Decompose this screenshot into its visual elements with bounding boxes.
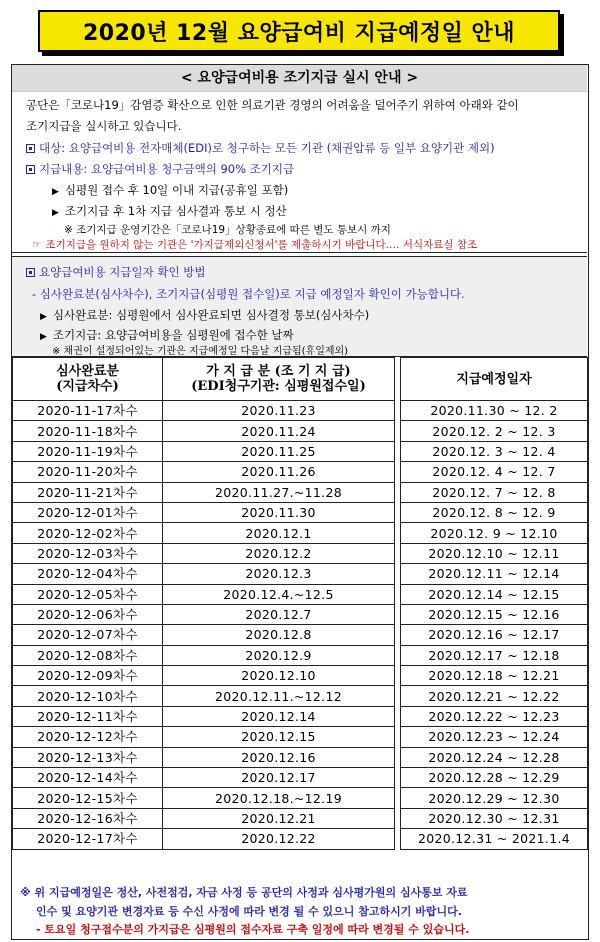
square-bullet-icon [26, 268, 35, 277]
table-row [13, 564, 588, 584]
cell-early-payment: 2020.12.21 [163, 808, 395, 828]
cell-review-round: 2020-12-17차수 [13, 829, 163, 849]
notice-target: 대상: 요양급여비용 전자매체(EDI)로 청구하는 모든 기관 (채권압류 등 일부 요양기관 제외) [26, 140, 495, 156]
cell-early-payment: 2020.11.27.~11.28 [163, 482, 395, 502]
triangle-bullet-icon: ▶ [52, 187, 59, 197]
table-header-row [13, 358, 588, 401]
table-row [13, 686, 588, 706]
header-review-round: 심사완료분 (지급차수) [13, 358, 163, 401]
date-check-section [12, 257, 587, 357]
cell-review-round: 2020-12-16차수 [13, 808, 163, 828]
cell-payment-date: 2020.12.10 ~ 12.11 [401, 543, 588, 563]
cell-early-payment: 2020.12.18.~12.19 [163, 788, 395, 808]
cell-early-payment: 2020.12.9 [163, 645, 395, 665]
cell-review-round: 2020-12-02차수 [13, 523, 163, 543]
check-line3: ▶ 조기지급: 요양급여비용을 심평원에 접수한 날짜 [40, 327, 294, 345]
cell-review-round: 2020-12-01차수 [13, 502, 163, 522]
footer-line2: 인수 및 요양기관 변경자료 등 수신 사정에 따라 변경 될 수 있으니 참고하시기 바랍니다. [36, 905, 462, 918]
notice-period-note: ※ 조기지급 운영기간은「코로나19」상황종료에 따른 별도 통보시 까지 [64, 224, 391, 236]
cell-early-payment: 2020.12.15 [163, 727, 395, 747]
cell-review-round: 2020-11-18차수 [13, 421, 163, 441]
cell-early-payment: 2020.11.23 [163, 401, 395, 421]
cell-early-payment: 2020.12.4.~12.5 [163, 584, 395, 604]
table-row [13, 666, 588, 686]
table-row [13, 604, 588, 624]
cell-payment-date: 2020.12.29 ~ 12.30 [401, 788, 588, 808]
cell-early-payment: 2020.12.1 [163, 523, 395, 543]
notice-intro-line2: 조기지급을 실시하고 있습니다. [26, 119, 182, 133]
cell-review-round: 2020-12-09차수 [13, 666, 163, 686]
cell-early-payment: 2020.12.22 [163, 829, 395, 849]
cell-payment-date: 2020.12. 8 ~ 12. 9 [401, 502, 588, 522]
cell-payment-date: 2020.12.17 ~ 12.18 [401, 645, 588, 665]
cell-payment-date: 2020.12.11 ~ 12.14 [401, 564, 588, 584]
square-bullet-icon [26, 144, 35, 153]
cell-review-round: 2020-12-11차수 [13, 706, 163, 726]
cell-payment-date: 2020.12. 7 ~ 12. 8 [401, 482, 588, 502]
notice-sub2: ▶ 조기지급 후 1차 지급 심사결과 통보 시 정산 [52, 203, 287, 221]
cell-early-payment: 2020.11.26 [163, 462, 395, 482]
notice-content: 지급내용: 요양급여비용 청구금액의 90% 조기지급 [26, 161, 294, 177]
cell-early-payment: 2020.12.8 [163, 625, 395, 645]
check-line1: - 심사완료분(심사차수), 조기지급(심평원 접수일)로 지급 예정일자 확인이 가능합니다. [32, 287, 465, 301]
cell-early-payment: 2020.11.24 [163, 421, 395, 441]
cell-payment-date: 2020.12. 2 ~ 12. 3 [401, 421, 588, 441]
check-line4: ※ 채권이 설정되어있는 기관은 지급예정일 다음날 지급됨(휴일제외) [52, 346, 349, 357]
cell-early-payment: 2020.12.17 [163, 768, 395, 788]
triangle-bullet-icon: ▶ [40, 312, 47, 322]
cell-review-round: 2020-11-17차수 [13, 401, 163, 421]
cell-early-payment: 2020.12.2 [163, 543, 395, 563]
square-bullet-icon [26, 165, 35, 174]
cell-payment-date: 2020.12.24 ~ 12.28 [401, 747, 588, 767]
cell-review-round: 2020-12-13차수 [13, 747, 163, 767]
cell-payment-date: 2020.12.22 ~ 12.23 [401, 706, 588, 726]
content-frame [11, 64, 589, 940]
table-row [13, 462, 588, 482]
cell-review-round: 2020-12-07차수 [13, 625, 163, 645]
cell-early-payment: 2020.12.7 [163, 604, 395, 624]
cell-payment-date: 2020.12. 4 ~ 12. 7 [401, 462, 588, 482]
cell-review-round: 2020-12-14차수 [13, 768, 163, 788]
cell-payment-date: 2020.12.16 ~ 12.17 [401, 625, 588, 645]
table-row [13, 502, 588, 522]
cell-early-payment: 2020.12.14 [163, 706, 395, 726]
cell-payment-date: 2020.12.15 ~ 12.16 [401, 604, 588, 624]
cell-review-round: 2020-11-20차수 [13, 462, 163, 482]
table-row [13, 808, 588, 828]
cell-payment-date: 2020.12.28 ~ 12.29 [401, 768, 588, 788]
notice-optout: ☞ 조기지급을 원하지 않는 기관은 '가지급제외신청서'를 제출하시기 바랍니다.… 서식자료실 참조 [32, 239, 478, 251]
table-row [13, 523, 588, 543]
check-heading: 요양급여비용 지급일자 확인 방법 [26, 264, 206, 280]
cell-early-payment: 2020.12.11.~12.12 [163, 686, 395, 706]
cell-payment-date: 2020.12.14 ~ 12.15 [401, 584, 588, 604]
cell-early-payment: 2020.12.3 [163, 564, 395, 584]
cell-payment-date: 2020.12. 3 ~ 12. 4 [401, 441, 588, 461]
table-row [13, 768, 588, 788]
page-title: 2020년 12월 요양급여비 지급예정일 안내 [82, 20, 515, 46]
notice-sub1: ▶ 심평원 접수 후 10일 이내 지급(공휴일 포함) [52, 182, 288, 200]
table-row [13, 747, 588, 767]
cell-review-round: 2020-12-06차수 [13, 604, 163, 624]
header-early-payment: 가 지 급 분 (조 기 지 급) (EDI청구기관: 심평원접수일) [163, 358, 395, 401]
triangle-bullet-icon: ▶ [40, 332, 47, 342]
cell-review-round: 2020-12-10차수 [13, 686, 163, 706]
cell-payment-date: 2020.12. 9 ~ 12.10 [401, 523, 588, 543]
table-row [13, 829, 588, 849]
table-row [13, 645, 588, 665]
footer-line3: - 토요일 청구접수분의 가지급은 심평원의 접수자료 구축 일정에 따라 변경될 수 있습니다. [36, 923, 470, 936]
cell-review-round: 2020-12-03차수 [13, 543, 163, 563]
cell-early-payment: 2020.12.10 [163, 666, 395, 686]
table-row [13, 441, 588, 461]
notice-intro-line1: 공단은「코로나19」감염증 확산으로 인한 의료기관 경영의 어려움을 덜어주기 위하여 아래와 같이 [26, 98, 519, 112]
cell-review-round: 2020-12-04차수 [13, 564, 163, 584]
title-banner [38, 10, 560, 52]
payment-schedule-table [12, 357, 588, 850]
cell-review-round: 2020-12-05차수 [13, 584, 163, 604]
cell-early-payment: 2020.11.25 [163, 441, 395, 461]
cell-early-payment: 2020.11.30 [163, 502, 395, 522]
footer-line1: ※ 위 지급예정일은 정산, 사전점검, 자금 사정 등 공단의 사정과 심사평가원의 심사통보 자료 [20, 886, 468, 899]
table-row [13, 706, 588, 726]
table-row [13, 401, 588, 421]
cell-payment-date: 2020.12.31 ~ 2021.1.4 [401, 829, 588, 849]
pointing-hand-icon: ☞ [32, 239, 42, 251]
check-line2: ▶ 심사완료분: 심평원에서 심사완료되면 심사결정 통보(심사차수) [40, 307, 369, 325]
cell-review-round: 2020-12-12차수 [13, 727, 163, 747]
cell-payment-date: 2020.11.30 ~ 12. 2 [401, 401, 588, 421]
table-row [13, 543, 588, 563]
cell-review-round: 2020-11-21차수 [13, 482, 163, 502]
table-row [13, 625, 588, 645]
cell-early-payment: 2020.12.16 [163, 747, 395, 767]
cell-review-round: 2020-12-08차수 [13, 645, 163, 665]
table-row [13, 482, 588, 502]
footer-notes [12, 879, 587, 939]
table-body [13, 401, 588, 850]
cell-payment-date: 2020.12.21 ~ 12.22 [401, 686, 588, 706]
cell-payment-date: 2020.12.30 ~ 12.31 [401, 808, 588, 828]
cell-review-round: 2020-12-15차수 [13, 788, 163, 808]
triangle-bullet-icon: ▶ [52, 208, 59, 218]
table-row [13, 421, 588, 441]
early-payment-notice [12, 65, 587, 252]
cell-payment-date: 2020.12.18 ~ 12.21 [401, 666, 588, 686]
table-row [13, 584, 588, 604]
table-row [13, 727, 588, 747]
cell-review-round: 2020-11-19차수 [13, 441, 163, 461]
notice-heading: < 요양급여비용 조기지급 실시 안내 > [12, 65, 587, 92]
header-payment-date: 지급예정일자 [401, 358, 588, 401]
cell-payment-date: 2020.12.23 ~ 12.24 [401, 727, 588, 747]
table-row [13, 788, 588, 808]
